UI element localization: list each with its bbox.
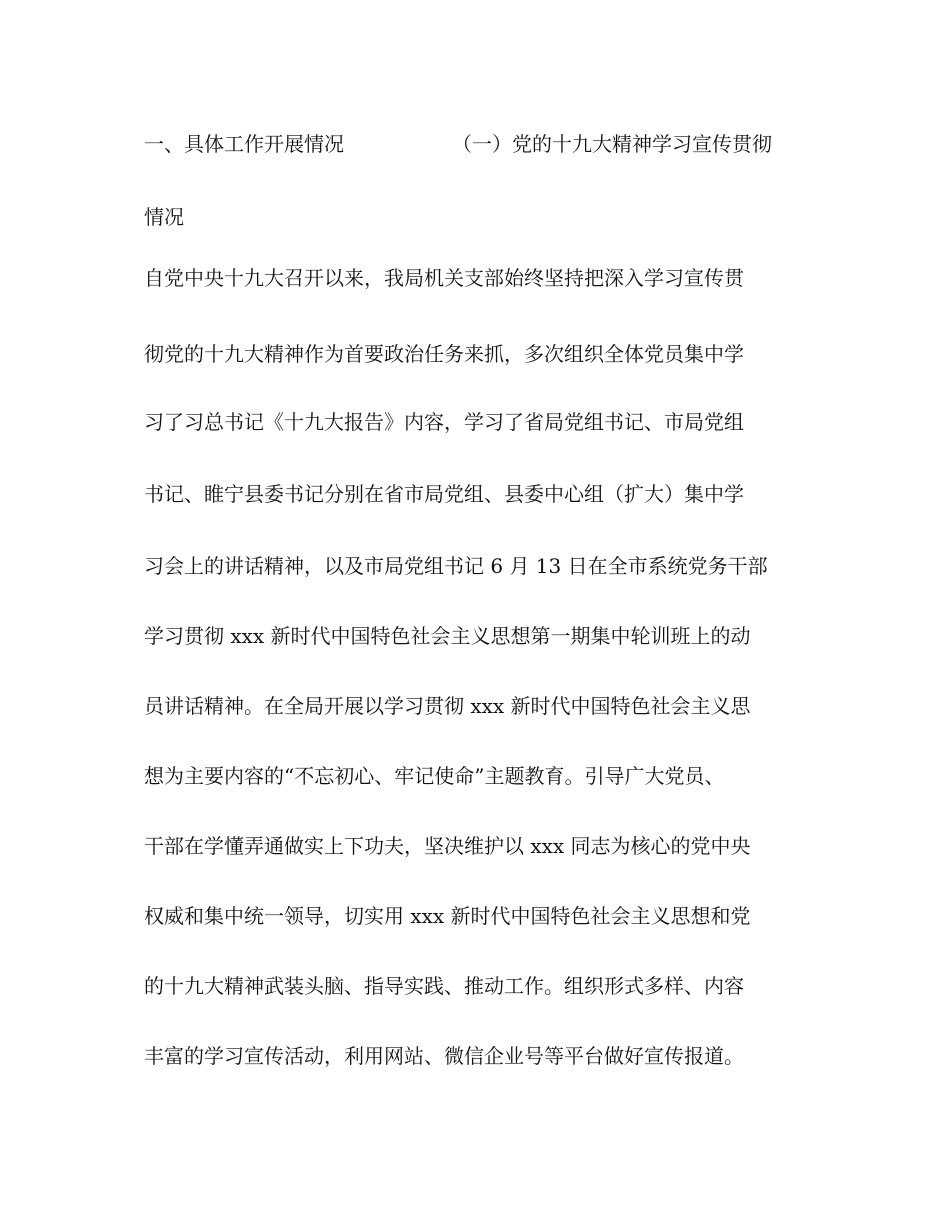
paragraph-line: 员讲话精神。在全局开展以学习贯彻 xxx 新时代中国特色社会主义思 xyxy=(144,694,751,718)
paragraph-line: 彻党的十九大精神作为首要政治任务来抓，多次组织全体党员集中学 xyxy=(144,342,744,366)
section-heading: 一、具体工作开展情况 xyxy=(144,132,344,156)
paragraph-line: 自党中央十九大召开以来，我局机关支部始终坚持把深入学习宣传贯 xyxy=(144,266,744,290)
paragraph-line: 想为主要内容的“不忘初心、牢记使命”主题教育。引导广大党员、 xyxy=(144,764,725,788)
paragraph-line: 干部在学懂弄通做实上下功夫，坚决维护以 xxx 同志为核心的党中央 xyxy=(144,834,751,858)
subsection-heading-continued: 情况 xyxy=(144,205,184,229)
paragraph-line: 的十九大精神武装头脑、指导实践、推动工作。组织形式多样、内容 xyxy=(144,974,744,998)
paragraph-line: 学习贯彻 xxx 新时代中国特色社会主义思想第一期集中轮训班上的动 xyxy=(144,624,751,648)
paragraph-line: 丰富的学习宣传活动，利用网站、微信企业号等平台做好宣传报道。 xyxy=(144,1044,744,1068)
paragraph-line: 权威和集中统一领导，切实用 xxx 新时代中国特色社会主义思想和党 xyxy=(144,904,751,928)
paragraph-line: 书记、睢宁县委书记分别在省市局党组、县委中心组（扩大）集中学 xyxy=(144,482,744,506)
paragraph-line: 习会上的讲话精神，以及市局党组书记 6 月 13 日在全市系统党务干部 xyxy=(144,554,768,578)
paragraph-line: 习了习总书记《十九大报告》内容，学习了省局党组书记、市局党组 xyxy=(144,410,744,434)
subsection-heading: （一）党的十九大精神学习宣传贯彻 xyxy=(452,132,772,156)
